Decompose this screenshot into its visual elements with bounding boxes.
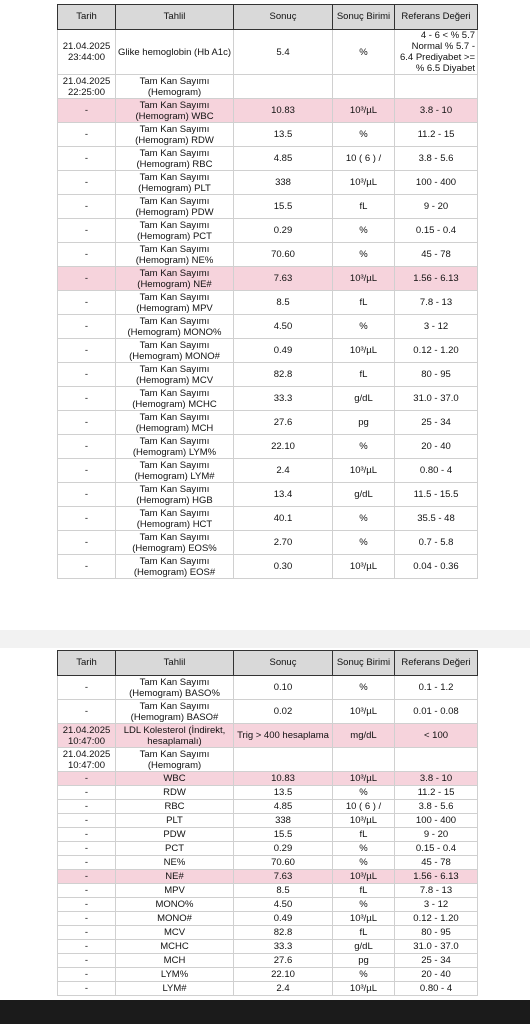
cell-result: 2.70 <box>234 531 333 555</box>
cell-unit: fL <box>333 291 395 315</box>
table-row <box>58 315 478 339</box>
cell-result <box>234 75 333 99</box>
cell-result: 0.29 <box>234 219 333 243</box>
cell-reference: 9 - 20 <box>395 195 478 219</box>
cell-date: - <box>58 435 116 459</box>
cell-reference: 0.04 - 0.36 <box>395 555 478 579</box>
table-body-2 <box>58 676 478 996</box>
cell-test: MPV <box>116 884 234 898</box>
cell-test: Tam Kan Sayımı (Hemogram) MCHC <box>116 387 234 411</box>
cell-test: MONO# <box>116 912 234 926</box>
cell-date: - <box>58 828 116 842</box>
cell-reference: 20 - 40 <box>395 435 478 459</box>
cell-result: 15.5 <box>234 828 333 842</box>
cell-unit <box>333 75 395 99</box>
cell-result: 27.6 <box>234 954 333 968</box>
cell-reference: 0.80 - 4 <box>395 459 478 483</box>
lab-results-table-1 <box>57 4 478 579</box>
cell-date: - <box>58 940 116 954</box>
cell-date: - <box>58 555 116 579</box>
cell-test: Tam Kan Sayımı (Hemogram) <box>116 748 234 772</box>
table-row <box>58 772 478 786</box>
cell-result: 5.4 <box>234 30 333 75</box>
table-row <box>58 459 478 483</box>
cell-date: - <box>58 387 116 411</box>
cell-date: - <box>58 700 116 724</box>
cell-result: 22.10 <box>234 435 333 459</box>
cell-date: 21.04.2025 10:47:00 <box>58 724 116 748</box>
cell-test: Tam Kan Sayımı (Hemogram) NE# <box>116 267 234 291</box>
cell-date: - <box>58 968 116 982</box>
cell-test: LYM# <box>116 982 234 996</box>
cell-reference: 25 - 34 <box>395 411 478 435</box>
cell-test: Tam Kan Sayımı (Hemogram) <box>116 75 234 99</box>
cell-unit: fL <box>333 926 395 940</box>
cell-unit: 10³/µL <box>333 171 395 195</box>
header-reference: Referans Değeri <box>395 5 478 30</box>
cell-reference: 80 - 95 <box>395 926 478 940</box>
cell-date: - <box>58 898 116 912</box>
cell-result: 7.63 <box>234 870 333 884</box>
cell-reference: < 100 <box>395 724 478 748</box>
cell-reference: 1.56 - 6.13 <box>395 267 478 291</box>
table-row <box>58 531 478 555</box>
cell-result: 0.10 <box>234 676 333 700</box>
cell-reference: 45 - 78 <box>395 243 478 267</box>
table-header-row <box>58 5 478 30</box>
cell-test: PDW <box>116 828 234 842</box>
cell-result: 13.4 <box>234 483 333 507</box>
table-row <box>58 870 478 884</box>
cell-result: 8.5 <box>234 291 333 315</box>
cell-reference: 35.5 - 48 <box>395 507 478 531</box>
header-reference: Referans Değeri <box>395 651 478 676</box>
table-row <box>58 195 478 219</box>
cell-test: LDL Kolesterol (İndirekt, hesaplamalı) <box>116 724 234 748</box>
table-row <box>58 954 478 968</box>
table-body-1 <box>58 30 478 579</box>
cell-unit: g/dL <box>333 940 395 954</box>
cell-test: Tam Kan Sayımı (Hemogram) WBC <box>116 99 234 123</box>
cell-date: - <box>58 926 116 940</box>
cell-test: Tam Kan Sayımı (Hemogram) BASO% <box>116 676 234 700</box>
cell-unit: % <box>333 531 395 555</box>
cell-result: 0.02 <box>234 700 333 724</box>
cell-result: 82.8 <box>234 926 333 940</box>
cell-test: LYM% <box>116 968 234 982</box>
cell-date: 21.04.2025 10:47:00 <box>58 748 116 772</box>
cell-date: - <box>58 884 116 898</box>
cell-date: - <box>58 814 116 828</box>
cell-test: RBC <box>116 800 234 814</box>
cell-date: - <box>58 315 116 339</box>
cell-date: - <box>58 954 116 968</box>
table-row <box>58 243 478 267</box>
table-row <box>58 555 478 579</box>
cell-test: PLT <box>116 814 234 828</box>
cell-result: 33.3 <box>234 940 333 954</box>
cell-result: 10.83 <box>234 99 333 123</box>
cell-result: 70.60 <box>234 856 333 870</box>
cell-reference: 1.56 - 6.13 <box>395 870 478 884</box>
table-row <box>58 898 478 912</box>
cell-unit: pg <box>333 411 395 435</box>
cell-date: - <box>58 363 116 387</box>
cell-test: Tam Kan Sayımı (Hemogram) BASO# <box>116 700 234 724</box>
table-row <box>58 147 478 171</box>
cell-date: - <box>58 291 116 315</box>
cell-result: 33.3 <box>234 387 333 411</box>
table-row <box>58 800 478 814</box>
cell-test: NE% <box>116 856 234 870</box>
cell-unit: % <box>333 856 395 870</box>
cell-date: - <box>58 243 116 267</box>
cell-test: Tam Kan Sayımı (Hemogram) PLT <box>116 171 234 195</box>
cell-reference: 80 - 95 <box>395 363 478 387</box>
cell-unit: pg <box>333 954 395 968</box>
cell-reference: 3.8 - 10 <box>395 99 478 123</box>
table-row <box>58 411 478 435</box>
cell-date: - <box>58 171 116 195</box>
table-row <box>58 912 478 926</box>
cell-result: 13.5 <box>234 786 333 800</box>
cell-unit <box>333 748 395 772</box>
cell-result: 13.5 <box>234 123 333 147</box>
cell-result: 0.49 <box>234 339 333 363</box>
cell-test: MCH <box>116 954 234 968</box>
table-row <box>58 884 478 898</box>
cell-reference: 31.0 - 37.0 <box>395 387 478 411</box>
cell-date: - <box>58 842 116 856</box>
cell-unit: 10³/µL <box>333 339 395 363</box>
cell-result: 2.4 <box>234 459 333 483</box>
cell-reference: 0.01 - 0.08 <box>395 700 478 724</box>
cell-date: - <box>58 982 116 996</box>
cell-test: Tam Kan Sayımı (Hemogram) RBC <box>116 147 234 171</box>
cell-date: 21.04.2025 23:44:00 <box>58 30 116 75</box>
cell-result: 15.5 <box>234 195 333 219</box>
cell-unit: g/dL <box>333 483 395 507</box>
cell-unit: 10³/µL <box>333 772 395 786</box>
cell-reference: 0.80 - 4 <box>395 982 478 996</box>
cell-test: Tam Kan Sayımı (Hemogram) NE% <box>116 243 234 267</box>
table-row <box>58 219 478 243</box>
cell-reference: 3.8 - 5.6 <box>395 147 478 171</box>
cell-unit: % <box>333 842 395 856</box>
table-row <box>58 75 478 99</box>
cell-test: Tam Kan Sayımı (Hemogram) PDW <box>116 195 234 219</box>
table-row <box>58 724 478 748</box>
cell-date: - <box>58 870 116 884</box>
cell-unit: % <box>333 243 395 267</box>
cell-result: 22.10 <box>234 968 333 982</box>
cell-test: MCV <box>116 926 234 940</box>
cell-result: 338 <box>234 171 333 195</box>
cell-result: 8.5 <box>234 884 333 898</box>
cell-result: 40.1 <box>234 507 333 531</box>
cell-reference: 3 - 12 <box>395 315 478 339</box>
header-test: Tahlil <box>116 651 234 676</box>
cell-reference: 0.1 - 1.2 <box>395 676 478 700</box>
cell-reference: 7.8 - 13 <box>395 884 478 898</box>
lab-results-page-1 <box>57 4 477 579</box>
cell-test: Tam Kan Sayımı (Hemogram) MCV <box>116 363 234 387</box>
cell-date: 21.04.2025 22:25:00 <box>58 75 116 99</box>
cell-reference: 11.2 - 15 <box>395 786 478 800</box>
cell-reference: 25 - 34 <box>395 954 478 968</box>
table-row <box>58 435 478 459</box>
cell-unit: fL <box>333 828 395 842</box>
cell-date: - <box>58 195 116 219</box>
cell-unit: mg/dL <box>333 724 395 748</box>
cell-test: Tam Kan Sayımı (Hemogram) LYM% <box>116 435 234 459</box>
cell-test: Tam Kan Sayımı (Hemogram) MONO% <box>116 315 234 339</box>
cell-reference: 31.0 - 37.0 <box>395 940 478 954</box>
cell-reference: 0.7 - 5.8 <box>395 531 478 555</box>
table-row <box>58 267 478 291</box>
cell-date: - <box>58 339 116 363</box>
table-row <box>58 363 478 387</box>
cell-result: 0.30 <box>234 555 333 579</box>
table-row <box>58 982 478 996</box>
cell-test: Tam Kan Sayımı (Hemogram) HCT <box>116 507 234 531</box>
cell-test: Glike hemoglobin (Hb A1c) <box>116 30 234 75</box>
cell-date: - <box>58 800 116 814</box>
cell-date: - <box>58 856 116 870</box>
header-date: Tarih <box>58 651 116 676</box>
cell-test: PCT <box>116 842 234 856</box>
cell-unit: 10³/µL <box>333 912 395 926</box>
cell-result: 4.85 <box>234 147 333 171</box>
cell-date: - <box>58 267 116 291</box>
cell-unit: % <box>333 219 395 243</box>
cell-test: Tam Kan Sayımı (Hemogram) MPV <box>116 291 234 315</box>
cell-result: 7.63 <box>234 267 333 291</box>
header-result: Sonuç <box>234 651 333 676</box>
cell-date: - <box>58 786 116 800</box>
cell-reference: 3.8 - 10 <box>395 772 478 786</box>
cell-result: 70.60 <box>234 243 333 267</box>
cell-test: Tam Kan Sayımı (Hemogram) RDW <box>116 123 234 147</box>
header-result: Sonuç <box>234 5 333 30</box>
cell-unit: % <box>333 30 395 75</box>
table-row <box>58 700 478 724</box>
cell-reference <box>395 75 478 99</box>
cell-test: Tam Kan Sayımı (Hemogram) EOS# <box>116 555 234 579</box>
cell-unit: % <box>333 315 395 339</box>
header-test: Tahlil <box>116 5 234 30</box>
cell-test: MCHC <box>116 940 234 954</box>
cell-reference: 45 - 78 <box>395 856 478 870</box>
cell-date: - <box>58 531 116 555</box>
cell-date: - <box>58 459 116 483</box>
table-row <box>58 339 478 363</box>
header-unit: Sonuç Birimi <box>333 5 395 30</box>
cell-result: 4.50 <box>234 315 333 339</box>
cell-test: Tam Kan Sayımı (Hemogram) MONO# <box>116 339 234 363</box>
cell-unit: % <box>333 898 395 912</box>
table-row <box>58 171 478 195</box>
cell-test: WBC <box>116 772 234 786</box>
cell-test: Tam Kan Sayımı (Hemogram) HGB <box>116 483 234 507</box>
table-row <box>58 828 478 842</box>
cell-unit: 10³/µL <box>333 555 395 579</box>
cell-date: - <box>58 99 116 123</box>
table-row <box>58 99 478 123</box>
cell-unit: 10³/µL <box>333 99 395 123</box>
cell-date: - <box>58 147 116 171</box>
table-row <box>58 387 478 411</box>
table-row <box>58 842 478 856</box>
cell-reference: 20 - 40 <box>395 968 478 982</box>
cell-date: - <box>58 483 116 507</box>
cell-unit: 10³/µL <box>333 870 395 884</box>
cell-result: 10.83 <box>234 772 333 786</box>
cell-unit: % <box>333 676 395 700</box>
cell-test: MONO% <box>116 898 234 912</box>
cell-result: 27.6 <box>234 411 333 435</box>
cell-reference <box>395 748 478 772</box>
header-date: Tarih <box>58 5 116 30</box>
header-unit: Sonuç Birimi <box>333 651 395 676</box>
table-header-row <box>58 651 478 676</box>
cell-unit: g/dL <box>333 387 395 411</box>
cell-unit: 10³/µL <box>333 459 395 483</box>
table-row <box>58 856 478 870</box>
cell-reference: 11.2 - 15 <box>395 123 478 147</box>
cell-test: RDW <box>116 786 234 800</box>
cell-unit: fL <box>333 884 395 898</box>
cell-result: 4.50 <box>234 898 333 912</box>
cell-test: Tam Kan Sayımı (Hemogram) LYM# <box>116 459 234 483</box>
cell-date: - <box>58 123 116 147</box>
table-row <box>58 968 478 982</box>
cell-unit: 10³/µL <box>333 814 395 828</box>
cell-test: Tam Kan Sayımı (Hemogram) EOS% <box>116 531 234 555</box>
cell-reference: 100 - 400 <box>395 171 478 195</box>
cell-date: - <box>58 676 116 700</box>
cell-reference: 4 - 6 < % 5.7 Normal % 5.7 - 6.4 Prediyabet >= % 6.5 Diyabet <box>395 30 478 75</box>
cell-date: - <box>58 411 116 435</box>
cell-reference: 0.15 - 0.4 <box>395 219 478 243</box>
lab-results-page-2 <box>57 650 477 996</box>
cell-result: 0.29 <box>234 842 333 856</box>
cell-result: 82.8 <box>234 363 333 387</box>
cell-result: Trig > 400 hesaplama <box>234 724 333 748</box>
cell-reference: 0.15 - 0.4 <box>395 842 478 856</box>
cell-reference: 0.12 - 1.20 <box>395 912 478 926</box>
cell-reference: 100 - 400 <box>395 814 478 828</box>
cell-reference: 11.5 - 15.5 <box>395 483 478 507</box>
table-row <box>58 123 478 147</box>
table-row <box>58 676 478 700</box>
cell-unit: % <box>333 435 395 459</box>
cell-result: 338 <box>234 814 333 828</box>
cell-date: - <box>58 772 116 786</box>
table-row <box>58 30 478 75</box>
cell-unit: 10³/µL <box>333 700 395 724</box>
table-row <box>58 291 478 315</box>
cell-result: 2.4 <box>234 982 333 996</box>
cell-result: 0.49 <box>234 912 333 926</box>
cell-unit: % <box>333 123 395 147</box>
lab-results-table-2 <box>57 650 478 996</box>
cell-unit: % <box>333 786 395 800</box>
table-row <box>58 926 478 940</box>
table-row <box>58 940 478 954</box>
cell-reference: 3 - 12 <box>395 898 478 912</box>
cell-unit: % <box>333 507 395 531</box>
cell-reference: 3.8 - 5.6 <box>395 800 478 814</box>
cell-unit: % <box>333 968 395 982</box>
cell-unit: 10³/µL <box>333 267 395 291</box>
cell-test: Tam Kan Sayımı (Hemogram) MCH <box>116 411 234 435</box>
page-separator <box>0 630 530 648</box>
cell-test: Tam Kan Sayımı (Hemogram) PCT <box>116 219 234 243</box>
table-row <box>58 786 478 800</box>
bottom-navigation-bar <box>0 1000 530 1024</box>
cell-unit: fL <box>333 363 395 387</box>
cell-date: - <box>58 219 116 243</box>
cell-result <box>234 748 333 772</box>
cell-reference: 0.12 - 1.20 <box>395 339 478 363</box>
table-row <box>58 748 478 772</box>
table-row <box>58 507 478 531</box>
cell-unit: 10³/µL <box>333 982 395 996</box>
cell-unit: 10 ( 6 ) / <box>333 147 395 171</box>
cell-unit: fL <box>333 195 395 219</box>
cell-date: - <box>58 912 116 926</box>
table-row <box>58 483 478 507</box>
cell-date: - <box>58 507 116 531</box>
cell-test: NE# <box>116 870 234 884</box>
cell-reference: 9 - 20 <box>395 828 478 842</box>
cell-reference: 7.8 - 13 <box>395 291 478 315</box>
table-row <box>58 814 478 828</box>
cell-unit: 10 ( 6 ) / <box>333 800 395 814</box>
cell-result: 4.85 <box>234 800 333 814</box>
